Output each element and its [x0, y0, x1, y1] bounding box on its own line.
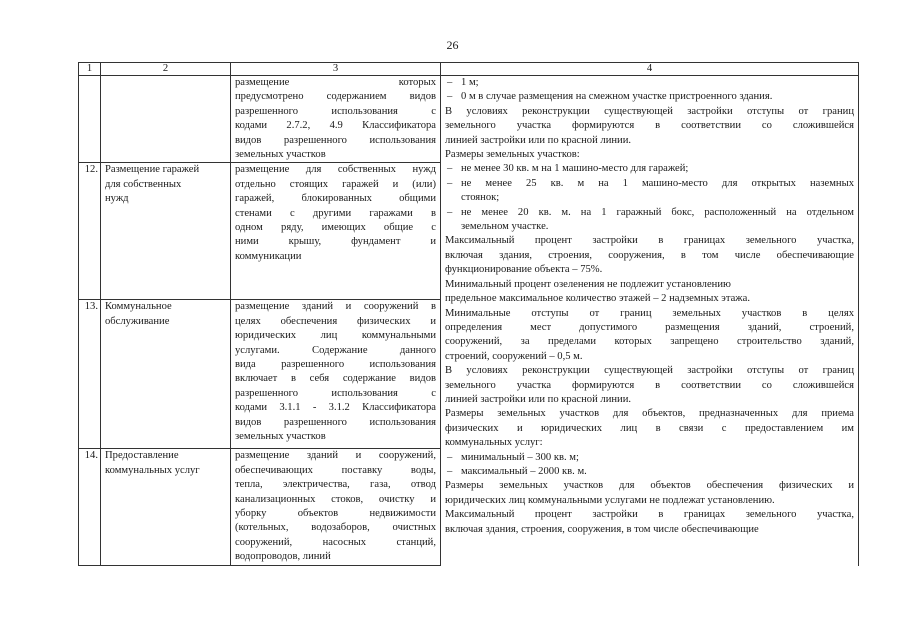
text-line: – максимальный – 2000 кв. м.	[461, 465, 587, 477]
paragraph	[445, 292, 854, 306]
text-line: Размеры земельных участков для объектов, предназначенных для приема	[445, 408, 854, 420]
paragraph	[445, 278, 854, 292]
text-line: (котельных, водозаборов, очистных	[235, 522, 436, 534]
text-line: Максимальный процент застройки в границах земельного участка,	[445, 509, 854, 521]
text-line: В условиях реконструкции существующей застройки отступы от границ	[445, 365, 854, 377]
header-cell: 1	[79, 63, 101, 76]
text-line: коммунальных услуг:	[445, 437, 543, 449]
text-line: Предоставление	[105, 450, 179, 462]
text-line: гаражей, блокированных общими	[235, 193, 436, 205]
header-cell: 4	[441, 63, 859, 76]
text-line: юридических лиц коммунальными	[235, 330, 436, 342]
list-item	[445, 465, 854, 479]
text-line: видов разрешенного использования	[235, 134, 436, 146]
paragraph	[445, 105, 854, 148]
text-line: Размеры земельных участков:	[445, 149, 580, 161]
text-line: обслуживание	[105, 315, 170, 327]
text-line: отдельно стоящих гаражей и (или)	[235, 178, 436, 190]
header-cell: 3	[231, 63, 441, 76]
text-line: одном ряду, имеющих общие с	[235, 222, 436, 234]
text-line: функционирование объекта – 75%.	[445, 264, 603, 276]
use-name	[101, 163, 231, 300]
text-line: земельных участков	[235, 149, 326, 161]
paragraph	[445, 479, 854, 508]
text-line: – не менее 20 кв. м. на 1 гаражный бокс, расположенный на отдельном	[461, 206, 854, 218]
text-line: уборку объектов недвижимости	[235, 508, 436, 520]
row-number: 12.	[79, 163, 101, 300]
text-line: предельное максимальное количество этажей – 2 надземных этажа.	[445, 293, 750, 305]
page-number: 26	[446, 38, 459, 52]
text-line: – не менее 25 кв. м на 1 машино-место для открытых наземных	[461, 177, 854, 189]
parameters-cell	[441, 76, 859, 566]
text-line: земельных участков	[235, 431, 326, 443]
text-line: юридических лиц коммунальными услугами не подлежат установлению.	[445, 494, 775, 506]
paragraph	[445, 364, 854, 407]
text-line: кодами 3.1.1 - 3.1.2 Классификатора	[235, 402, 436, 414]
text-line: Размещение гаражей	[105, 164, 200, 176]
use-description	[231, 76, 441, 163]
use-description	[231, 163, 441, 300]
text-line: земельном участке.	[461, 221, 549, 233]
paragraph	[445, 508, 854, 537]
text-line: канализационных стоков, очистку и	[235, 493, 436, 505]
paragraph	[445, 148, 854, 162]
text-line: включает в себя содержание видов	[235, 373, 436, 385]
row-number	[79, 76, 101, 163]
text-line: размещение зданий и сооружений в	[235, 301, 436, 313]
text-line: включая здания, строения, сооружения, в том числе обеспечивающие	[445, 249, 854, 261]
text-line: определения мест допустимого размещения зданий, строений,	[445, 321, 854, 333]
text-line: Минимальные отступы от границ земельных участков в целях	[445, 307, 854, 319]
use-name	[101, 76, 231, 163]
text-line: разрешенного использования с	[235, 105, 436, 117]
text-line: сооружений, насосных станций,	[235, 536, 436, 548]
text-line: стенами с другими гаражами в	[235, 207, 436, 219]
text-line: включая здания, строения, сооружения, в том числе обеспечивающие	[445, 523, 759, 535]
table-row	[79, 76, 859, 163]
text-line: – не менее 30 кв. м на 1 машино-место для гаражей;	[461, 163, 689, 175]
text-line: строений, сооружений – 0,5 м.	[445, 350, 583, 362]
text-line: ними крышу, фундамент и	[235, 236, 436, 248]
text-line: Минимальный процент озеленения не подлежит установлению	[445, 278, 731, 290]
paragraph	[445, 234, 854, 277]
text-line: размещение которых	[235, 77, 436, 88]
text-line: Размеры земельных участков для объектов обеспечения физических и	[445, 480, 854, 492]
text-line: нужд	[105, 193, 129, 205]
text-line: обеспечивающих поставку воды,	[235, 464, 436, 476]
text-line: услугами. Содержание данного	[235, 344, 436, 356]
list-item	[445, 206, 854, 235]
list-item	[445, 90, 854, 104]
text-line: Коммунальное	[105, 301, 172, 313]
text-line: водопроводов, линий	[235, 551, 331, 563]
text-line: целях обеспечения физических и	[235, 315, 436, 327]
text-line: коммунальных услуг	[105, 464, 200, 476]
land-use-table	[78, 62, 859, 566]
text-line: предусмотрено содержанием видов	[235, 91, 436, 103]
text-line: линией застройки или по красной линии.	[445, 134, 632, 146]
text-line: коммуникации	[235, 250, 302, 262]
text-line: вида разрешенного использования	[235, 359, 436, 371]
paragraph	[445, 307, 854, 365]
text-line: стоянок;	[461, 192, 500, 204]
table-header-row	[79, 63, 859, 76]
paragraph	[445, 407, 854, 450]
header-cell: 2	[101, 63, 231, 76]
list-item	[445, 177, 854, 206]
text-line: Максимальный процент застройки в границах земельного участка,	[445, 235, 854, 247]
text-line: земельного участка формируются в соответствии со сложившейся	[445, 120, 854, 132]
text-line: тепла, электричества, газа, отвод	[235, 479, 436, 491]
text-line: физических и юридических лиц в связи с предоставлением им	[445, 422, 854, 434]
text-line: размещение зданий и сооружений,	[235, 450, 436, 462]
use-description	[231, 300, 441, 449]
list-item	[445, 76, 854, 90]
use-name	[101, 449, 231, 566]
text-line: размещение для собственных нужд	[235, 164, 436, 176]
list-item	[445, 162, 854, 176]
text-line: линией застройки или по красной линии.	[445, 393, 632, 405]
use-description	[231, 449, 441, 566]
text-line: земельного участка формируются в соответствии со сложившейся	[445, 379, 854, 391]
use-name	[101, 300, 231, 449]
row-number: 14.	[79, 449, 101, 566]
text-line: В условиях реконструкции существующей застройки отступы от границ	[445, 105, 854, 117]
list-item	[445, 451, 854, 465]
text-line: сооружений, за пределами которых запрещено строительство зданий,	[445, 336, 854, 348]
text-line: разрешенного использования с	[235, 387, 436, 399]
text-line: для собственных	[105, 178, 182, 190]
text-line: видов разрешенного использования	[235, 416, 436, 428]
row-number: 13.	[79, 300, 101, 449]
text-line: кодами 2.7.2, 4.9 Классификатора	[235, 120, 436, 132]
text-line: – 1 м;	[461, 77, 479, 88]
text-line: – минимальный – 300 кв. м;	[461, 451, 579, 463]
text-line: – 0 м в случае размещения на смежном участке пристроенного здания.	[461, 91, 773, 103]
